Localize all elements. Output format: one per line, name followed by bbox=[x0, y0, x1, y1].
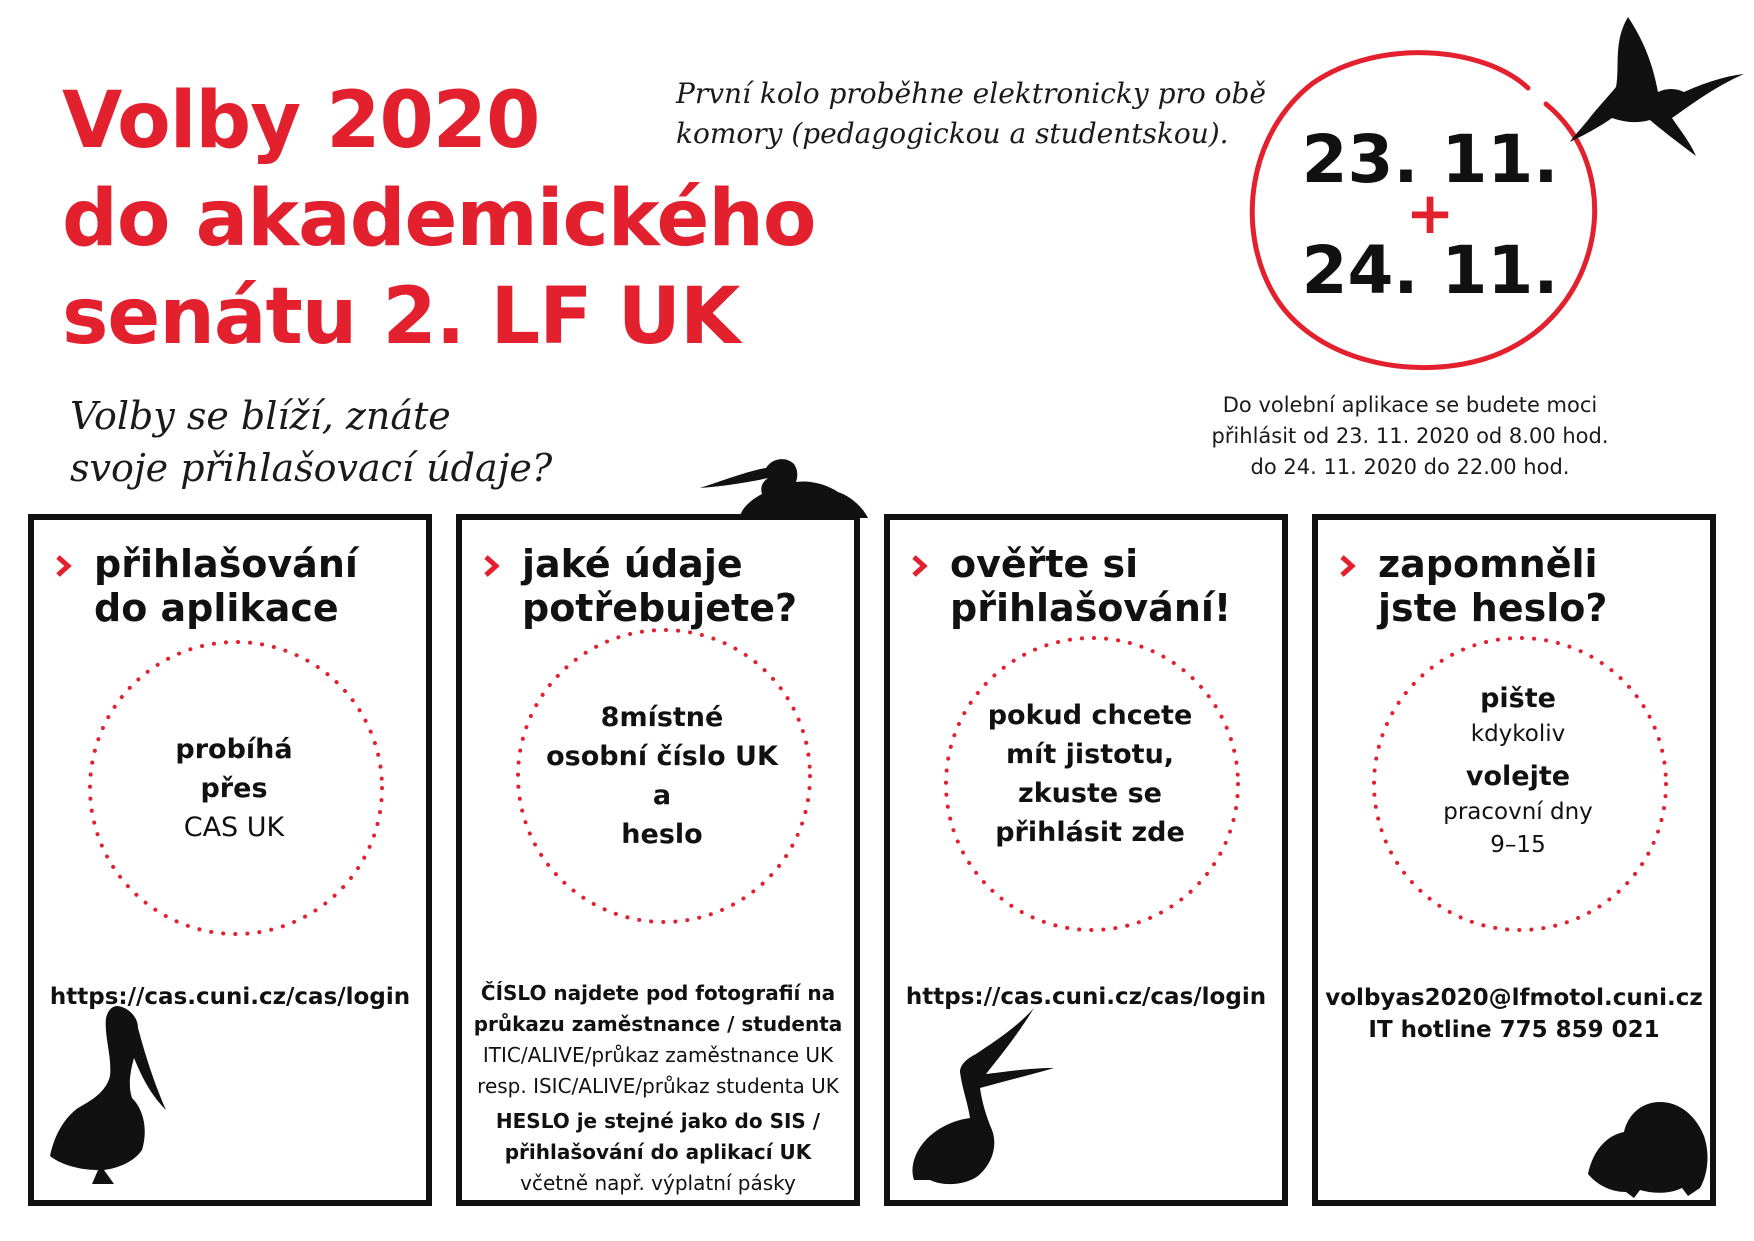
circle-line-2: mít jistotu, bbox=[1005, 739, 1175, 770]
info-line-4: resp. ISIC/ALIVE/průkaz studenta UK bbox=[477, 1074, 839, 1098]
panel-heading-line-2: potřebujete? bbox=[522, 586, 798, 630]
date-second: 24. 11. bbox=[1301, 232, 1559, 309]
date-plus: + bbox=[1405, 179, 1455, 247]
credential-info bbox=[462, 978, 854, 1199]
circle-line-4: přihlásit zde bbox=[995, 817, 1185, 848]
panel-heading bbox=[910, 542, 1272, 630]
chevron-right-icon bbox=[910, 554, 930, 578]
helpdesk-contact bbox=[1324, 982, 1704, 1046]
circle-line-3: a bbox=[652, 780, 672, 811]
pelican-calling-icon bbox=[906, 1008, 1056, 1188]
info-line-3: ITIC/ALIVE/průkaz zaměstnance UK bbox=[482, 1043, 834, 1067]
panel-verify-login bbox=[884, 514, 1288, 1206]
title-line-3: senátu 2. LF UK bbox=[62, 272, 740, 362]
note-line-1: První kolo proběhne elektronicky pro obě bbox=[676, 77, 1266, 110]
panel-heading-line-2: přihlašování! bbox=[950, 586, 1232, 630]
panel-required-data bbox=[456, 514, 860, 1206]
panel-heading-line-2: jste heslo? bbox=[1378, 586, 1608, 630]
info-line-1: ČÍSLO najdete pod fotografií na bbox=[480, 981, 836, 1005]
cas-login-link[interactable]: https://cas.cuni.cz/cas/login bbox=[905, 984, 1267, 1010]
date-first: 23. 11. bbox=[1301, 121, 1559, 198]
info-line-7: včetně např. výplatní pásky bbox=[520, 1171, 796, 1195]
note-line-2: komory (pedagogickou a studentskou). bbox=[676, 117, 1229, 150]
circle-line-3: volejte bbox=[1465, 760, 1571, 792]
tagline-line-2: svoje přihlašovací údaje? bbox=[70, 446, 553, 490]
tagline-line-1: Volby se blíží, znáte bbox=[70, 394, 451, 438]
login-note-line-2: přihlásit od 23. 11. 2020 od 8.00 hod. bbox=[1211, 424, 1609, 448]
chevron-right-icon bbox=[482, 554, 502, 578]
chevron-right-icon bbox=[54, 554, 74, 578]
circle-line-1: pište bbox=[1480, 682, 1556, 714]
chevron-right-icon bbox=[1338, 554, 1358, 578]
info-line-5: HESLO je stejné jako do SIS / bbox=[495, 1109, 821, 1133]
circle-line-1: 8místné bbox=[600, 702, 724, 733]
login-note-line-3: do 24. 11. 2020 do 22.00 hod. bbox=[1250, 455, 1570, 479]
panel-heading-line-1: zapomněli bbox=[1378, 542, 1598, 586]
election-dates bbox=[1280, 120, 1580, 316]
contact-email[interactable]: volbyas2020@lfmotol.cuni.cz bbox=[1325, 985, 1703, 1011]
panel-heading bbox=[482, 542, 844, 630]
info-line-2: průkazu zaměstnance / studenta bbox=[473, 1012, 843, 1036]
circle-line-3: zkuste se bbox=[1018, 778, 1162, 809]
circle-line-4: heslo bbox=[621, 819, 703, 850]
circle-text bbox=[1390, 620, 1646, 920]
circle-line-2: přes bbox=[200, 772, 268, 804]
info-line-6: přihlašování do aplikací UK bbox=[504, 1140, 812, 1164]
panel-forgot-password bbox=[1312, 514, 1716, 1206]
circle-text bbox=[962, 624, 1218, 924]
circle-text bbox=[524, 626, 800, 926]
circle-line-1: probíhá bbox=[175, 733, 293, 765]
circle-line-5: 9–15 bbox=[1490, 831, 1546, 858]
contact-hotline[interactable]: IT hotline 775 859 021 bbox=[1368, 1017, 1660, 1043]
circle-line-2: osobní číslo UK bbox=[546, 741, 778, 772]
circle-line-2: kdykoliv bbox=[1470, 720, 1566, 747]
panel-heading bbox=[1338, 542, 1700, 630]
pelican-standing-icon bbox=[48, 1006, 168, 1186]
title-line-2: do akademického bbox=[62, 174, 816, 264]
panel-heading-line-1: přihlašování bbox=[94, 542, 358, 586]
first-round-note bbox=[676, 74, 1266, 154]
panel-heading-line-1: jaké údaje bbox=[522, 542, 743, 586]
panel-heading-line-2: do aplikace bbox=[94, 586, 339, 630]
pelican-flying-icon bbox=[1568, 12, 1748, 172]
panel-heading-line-1: ověřte si bbox=[950, 542, 1139, 586]
pelican-preening-icon bbox=[1584, 1096, 1710, 1200]
tagline bbox=[70, 390, 552, 494]
cas-login-link[interactable]: https://cas.cuni.cz/cas/login bbox=[49, 984, 411, 1010]
panel-heading bbox=[54, 542, 416, 630]
title-line-1: Volby 2020 bbox=[62, 76, 540, 166]
circle-line-3: CAS UK bbox=[183, 811, 285, 843]
login-window-note bbox=[1180, 390, 1640, 483]
panel-login-app bbox=[28, 514, 432, 1206]
circle-line-1: pokud chcete bbox=[987, 700, 1193, 731]
circle-line-4: pracovní dny bbox=[1443, 798, 1593, 825]
login-note-line-1: Do volební aplikace se budete moci bbox=[1222, 393, 1598, 417]
circle-text bbox=[106, 638, 362, 938]
pelican-resting-icon bbox=[700, 454, 870, 520]
